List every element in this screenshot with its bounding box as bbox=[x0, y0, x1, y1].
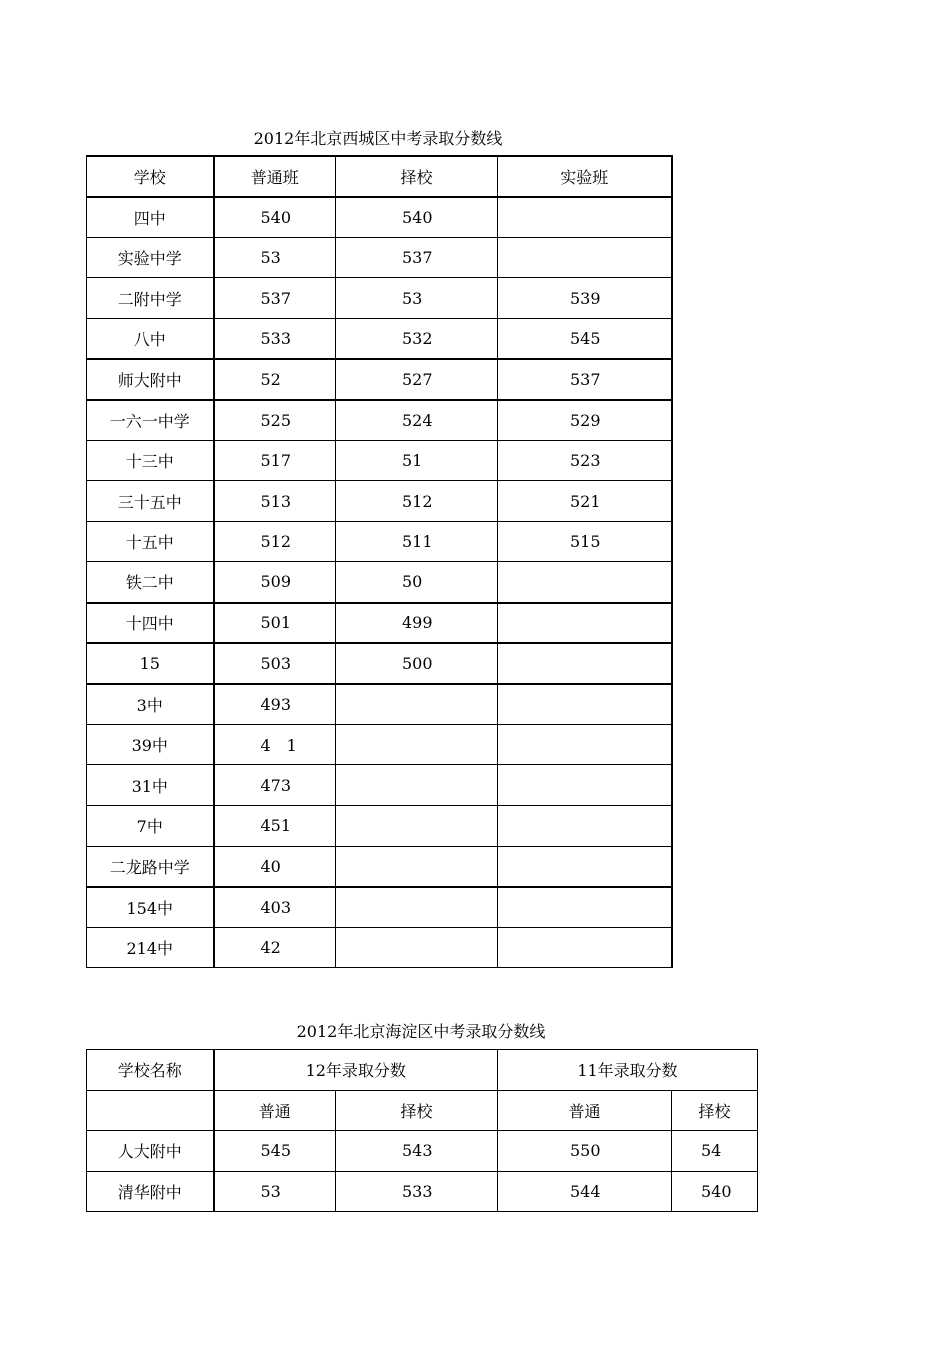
table-header-row bbox=[87, 156, 672, 197]
score-cell bbox=[498, 846, 672, 887]
table-row bbox=[87, 237, 672, 278]
table-subheader-row bbox=[87, 1090, 758, 1131]
header-cell: 普通班 bbox=[214, 156, 336, 197]
score-cell: 53 bbox=[214, 237, 336, 278]
score-cell: 533 bbox=[336, 1171, 498, 1212]
school-cell: 师大附中 bbox=[87, 359, 214, 400]
score-cell: 525 bbox=[214, 400, 336, 441]
score-cell bbox=[336, 765, 498, 806]
score-cell bbox=[498, 724, 672, 765]
school-cell: 154中 bbox=[87, 887, 214, 928]
score-cell: 529 bbox=[498, 400, 672, 441]
school-cell: 二附中学 bbox=[87, 278, 214, 319]
score-cell bbox=[336, 684, 498, 725]
score-cell: 532 bbox=[336, 318, 498, 359]
score-cell: 543 bbox=[336, 1131, 498, 1172]
score-cell: 511 bbox=[336, 521, 498, 562]
school-cell: 二龙路中学 bbox=[87, 846, 214, 887]
header-2012-scores: 12年录取分数 bbox=[214, 1050, 498, 1091]
score-cell: 42 bbox=[214, 927, 336, 968]
table-header-row bbox=[87, 1050, 758, 1091]
score-cell: 527 bbox=[336, 359, 498, 400]
school-cell: 3中 bbox=[87, 684, 214, 725]
score-cell: 550 bbox=[498, 1131, 672, 1172]
score-cell: 503 bbox=[214, 643, 336, 684]
school-cell: 39中 bbox=[87, 724, 214, 765]
score-cell: 512 bbox=[214, 521, 336, 562]
score-cell bbox=[498, 562, 672, 603]
table-row bbox=[87, 359, 672, 400]
school-cell: 铁二中 bbox=[87, 562, 214, 603]
table-row bbox=[87, 887, 672, 928]
school-cell: 31中 bbox=[87, 765, 214, 806]
score-cell bbox=[498, 887, 672, 928]
table-row bbox=[87, 927, 672, 968]
score-cell: 545 bbox=[498, 318, 672, 359]
score-cell: 493 bbox=[214, 684, 336, 725]
score-cell: 473 bbox=[214, 765, 336, 806]
score-cell: 540 bbox=[672, 1171, 758, 1212]
table2-title: 2012年北京海淀区中考录取分数线 bbox=[296, 1022, 546, 1041]
school-cell: 214中 bbox=[87, 927, 214, 968]
score-cell: 537 bbox=[498, 359, 672, 400]
score-cell: 40 bbox=[214, 846, 336, 887]
score-cell bbox=[336, 927, 498, 968]
score-cell: 517 bbox=[214, 440, 336, 481]
score-cell: 53 bbox=[336, 278, 498, 319]
score-cell: 499 bbox=[336, 603, 498, 644]
score-cell: 451 bbox=[214, 806, 336, 847]
score-cell: 403 bbox=[214, 887, 336, 928]
school-cell: 十三中 bbox=[87, 440, 214, 481]
score-cell: 515 bbox=[498, 521, 672, 562]
subheader-cell: 普通 bbox=[214, 1090, 336, 1131]
school-cell: 三十五中 bbox=[87, 481, 214, 522]
school-cell: 人大附中 bbox=[87, 1131, 214, 1172]
score-cell: 513 bbox=[214, 481, 336, 522]
xicheng-score-table bbox=[86, 155, 673, 968]
table-row bbox=[87, 806, 672, 847]
score-cell bbox=[498, 927, 672, 968]
table-row bbox=[87, 603, 672, 644]
score-cell: 500 bbox=[336, 643, 498, 684]
school-cell: 一六一中学 bbox=[87, 400, 214, 441]
score-cell bbox=[498, 806, 672, 847]
table-row bbox=[87, 765, 672, 806]
haidian-score-table bbox=[86, 1049, 758, 1212]
score-cell bbox=[498, 197, 672, 238]
header-2011-scores: 11年录取分数 bbox=[498, 1050, 758, 1091]
score-cell: 512 bbox=[336, 481, 498, 522]
table-row bbox=[87, 481, 672, 522]
score-cell: 4 1 bbox=[214, 724, 336, 765]
subheader-cell: 择校 bbox=[336, 1090, 498, 1131]
subheader-cell: 择校 bbox=[672, 1090, 758, 1131]
table-row bbox=[87, 278, 672, 319]
score-cell: 501 bbox=[214, 603, 336, 644]
score-cell: 52 bbox=[214, 359, 336, 400]
table-row bbox=[87, 724, 672, 765]
table1-title: 2012年北京西城区中考录取分数线 bbox=[253, 129, 503, 148]
table-row bbox=[87, 846, 672, 887]
empty-cell bbox=[87, 1090, 214, 1131]
score-cell: 537 bbox=[214, 278, 336, 319]
score-cell: 54 bbox=[672, 1131, 758, 1172]
score-cell bbox=[498, 237, 672, 278]
score-cell: 539 bbox=[498, 278, 672, 319]
score-cell: 521 bbox=[498, 481, 672, 522]
score-cell bbox=[498, 643, 672, 684]
score-cell: 50 bbox=[336, 562, 498, 603]
score-cell: 545 bbox=[214, 1131, 336, 1172]
score-cell: 509 bbox=[214, 562, 336, 603]
school-cell: 清华附中 bbox=[87, 1171, 214, 1212]
table-row bbox=[87, 521, 672, 562]
table-row bbox=[87, 400, 672, 441]
score-cell bbox=[336, 887, 498, 928]
header-cell: 择校 bbox=[336, 156, 498, 197]
score-cell bbox=[498, 684, 672, 725]
table-row bbox=[87, 562, 672, 603]
school-cell: 7中 bbox=[87, 806, 214, 847]
score-cell bbox=[336, 724, 498, 765]
score-cell bbox=[498, 765, 672, 806]
header-cell: 实验班 bbox=[498, 156, 672, 197]
subheader-cell: 普通 bbox=[498, 1090, 672, 1131]
school-cell: 四中 bbox=[87, 197, 214, 238]
table-row bbox=[87, 197, 672, 238]
school-cell: 八中 bbox=[87, 318, 214, 359]
table-row bbox=[87, 643, 672, 684]
score-cell: 524 bbox=[336, 400, 498, 441]
score-cell: 537 bbox=[336, 237, 498, 278]
table-row bbox=[87, 1131, 758, 1172]
header-school-name: 学校名称 bbox=[87, 1050, 214, 1091]
header-cell: 学校 bbox=[87, 156, 214, 197]
school-cell: 15 bbox=[87, 643, 214, 684]
score-cell bbox=[336, 846, 498, 887]
table-row bbox=[87, 1171, 758, 1212]
score-cell bbox=[498, 603, 672, 644]
table-row bbox=[87, 684, 672, 725]
score-cell: 51 bbox=[336, 440, 498, 481]
score-cell: 523 bbox=[498, 440, 672, 481]
score-cell: 540 bbox=[336, 197, 498, 238]
score-cell: 544 bbox=[498, 1171, 672, 1212]
school-cell: 十五中 bbox=[87, 521, 214, 562]
score-cell bbox=[336, 806, 498, 847]
school-cell: 十四中 bbox=[87, 603, 214, 644]
score-cell: 53 bbox=[214, 1171, 336, 1212]
score-cell: 533 bbox=[214, 318, 336, 359]
table-row bbox=[87, 440, 672, 481]
school-cell: 实验中学 bbox=[87, 237, 214, 278]
score-cell: 540 bbox=[214, 197, 336, 238]
table-row bbox=[87, 318, 672, 359]
